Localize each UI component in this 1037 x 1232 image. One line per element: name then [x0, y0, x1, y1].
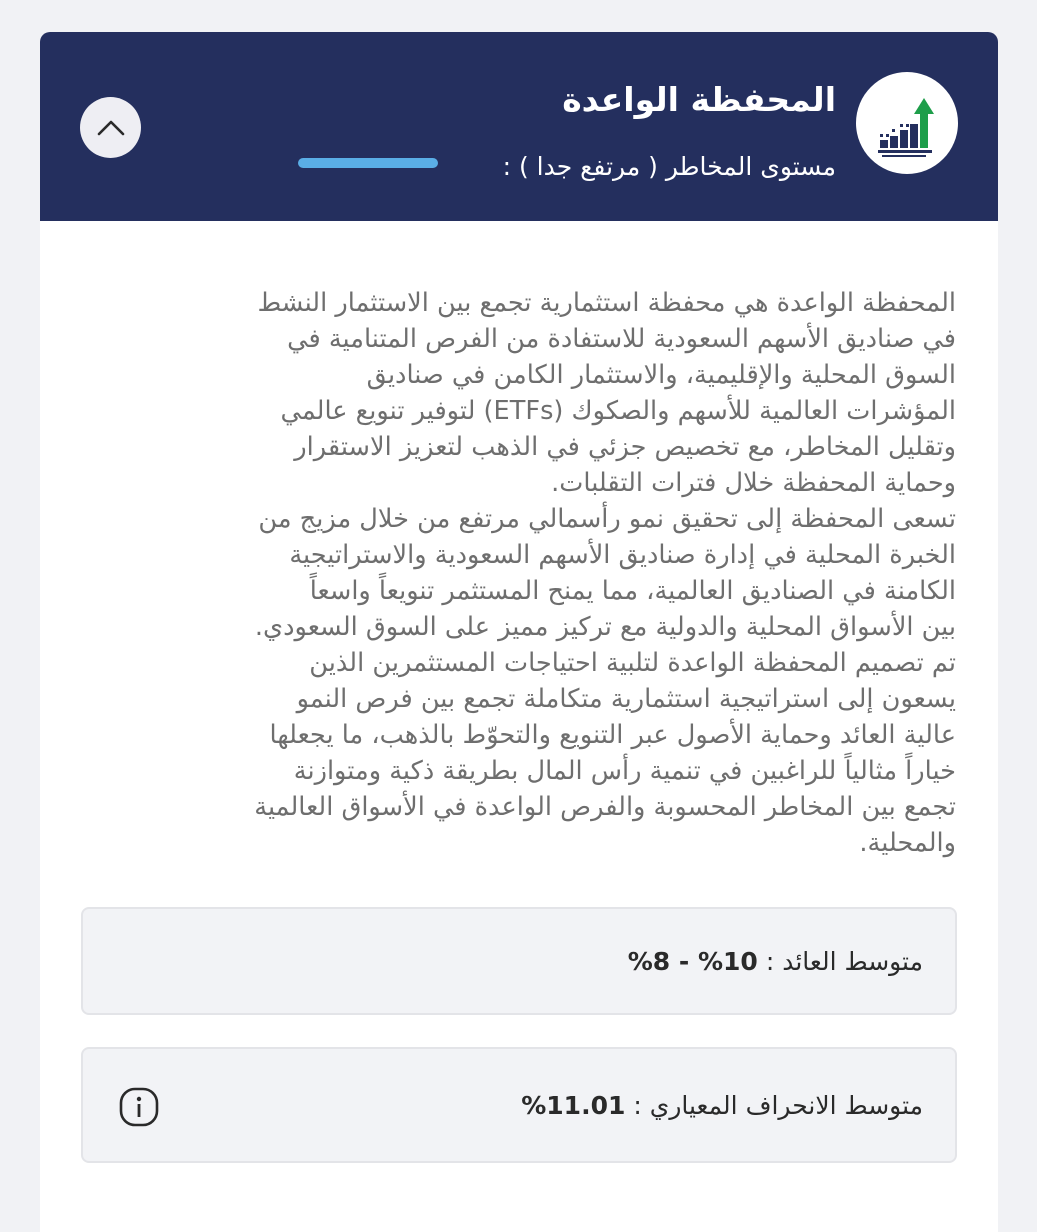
std-dev-box: [81, 1047, 957, 1163]
std-dev-row: [521, 1049, 923, 1161]
portfolio-card: [40, 32, 998, 1232]
bar-chart-growth-icon: [856, 72, 958, 174]
portfolio-icon-badge: [856, 72, 958, 174]
std-dev-label: متوسط الانحراف المعياري :: [633, 1090, 923, 1120]
collapse-button[interactable]: [80, 97, 141, 158]
avg-return-label: متوسط العائد :: [765, 946, 923, 976]
portfolio-title: المحفظة الواعدة: [562, 80, 836, 119]
chevron-up-icon: [96, 119, 126, 137]
avg-return-box: [81, 907, 957, 1015]
portfolio-description: المحفظة الواعدة هي محفظة استثمارية تجمع بين الاستثمار النشط في صناديق الأسهم السعودية للاستفادة من الفرص المتنامية في السوق المحلية والإقليمية، والاستثمار الكامن في صناديق المؤشرات العالمية للأسهم والصكوك (ETFs) لتوفير تنويع عالمي وتقليل المخاطر، مع تخصيص جزئي في الذهب لتعزيز الاستقرار وحماية المحفظة خلال فترات التقلبات. تسعى المحفظة إلى تحقيق نمو رأسمالي مرتفع من خلال مزيج من الخبرة المحلية في إدارة صناديق الأسهم السعودية والاستراتيجية الكامنة في الصناديق العالمية، مما يمنح المستثمر تنويعاً واسعاً بين الأسواق المحلية والدولية مع تركيز مميز على السوق السعودي. تم تصميم المحفظة الواعدة لتلبية احتياجات المستثمرين الذين يسعون إلى استراتيجية استثمارية متكاملة تجمع بين فرص النمو عالية العائد وحماية الأصول عبر التنويع والتحوّط بالذهب، ما يجعلها خياراً مثالياً للراغبين في تنمية رأس المال بطريقة ذكية ومتوازنة تجمع بين المخاطر المحسوبة والفرص الواعدة في الأسواق العالمية والمحلية.: [254, 288, 956, 858]
std-dev-value: %11.01: [521, 1090, 626, 1120]
risk-level-bar: [298, 158, 438, 168]
info-icon[interactable]: [119, 1087, 159, 1127]
risk-level-label: مستوى المخاطر ( مرتفع جدا ) :: [502, 152, 836, 181]
avg-return-row: [628, 909, 923, 1013]
avg-return-value: %8 - %10: [627, 946, 758, 976]
portfolio-header[interactable]: [40, 32, 998, 221]
